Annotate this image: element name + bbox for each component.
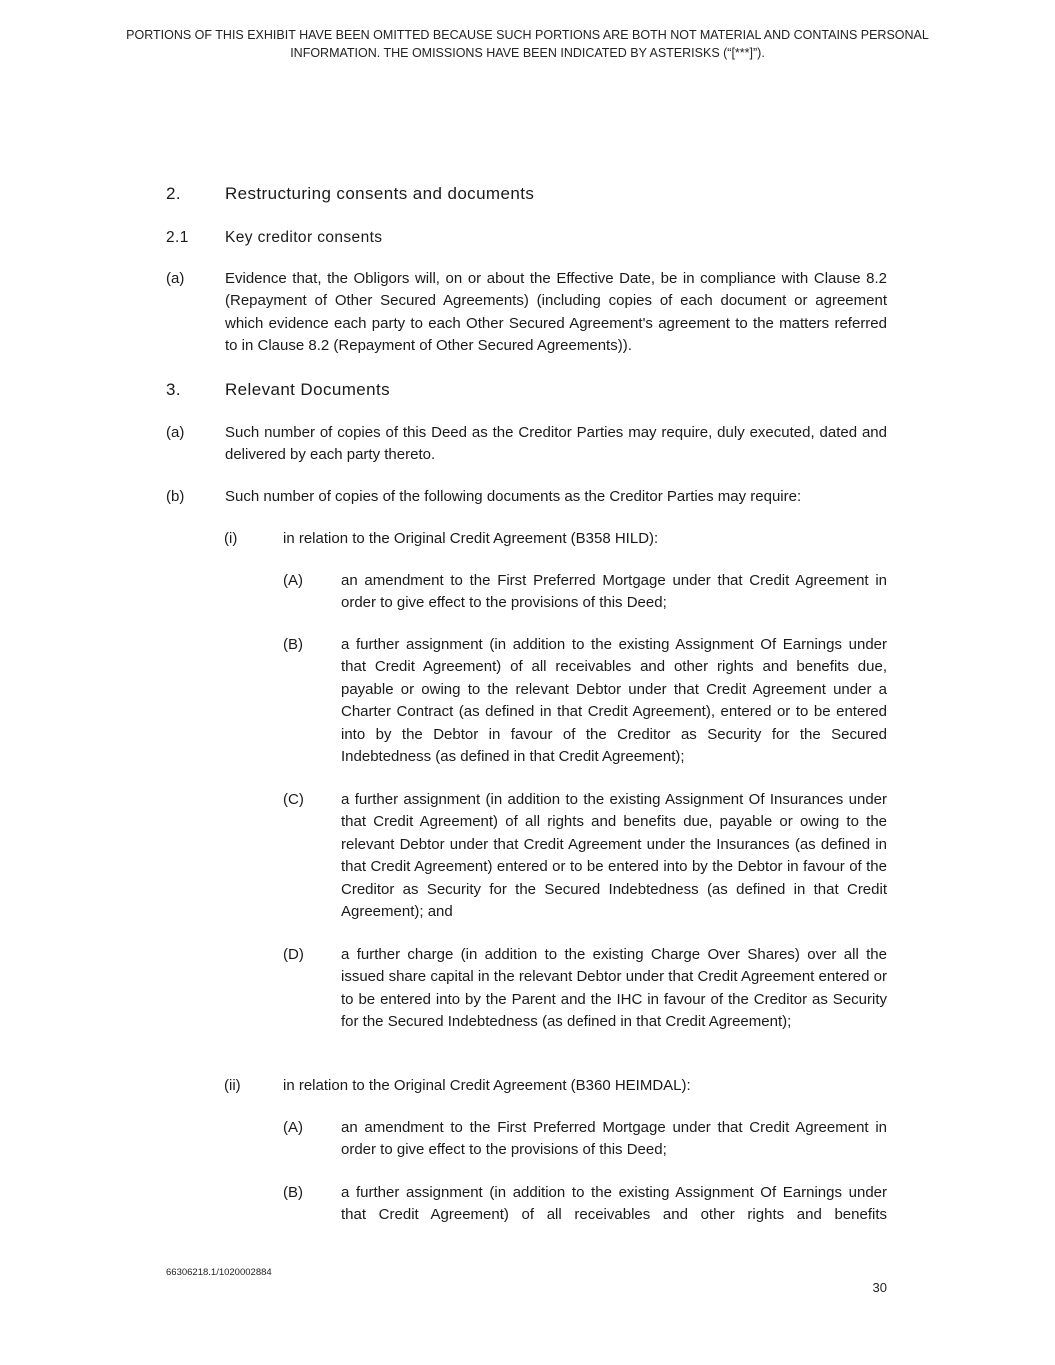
subsection-title: Key creditor consents bbox=[225, 229, 383, 246]
subitem-label: (B) bbox=[283, 1184, 303, 1201]
subitem-label: (D) bbox=[283, 946, 304, 963]
document-reference: 66306218.1/1020002884 bbox=[166, 1267, 272, 1278]
item-label: (ii) bbox=[224, 1077, 241, 1094]
item-text: in relation to the Original Credit Agreement (B358 HILD): bbox=[283, 530, 659, 547]
paragraph-label: (a) bbox=[166, 424, 185, 441]
section-title: Relevant Documents bbox=[225, 380, 390, 399]
subitem-label: (C) bbox=[283, 791, 304, 808]
subitem-text: a further assignment (in addition to the existing Assignment Of Earnings under that Credit Agreement) of all receivables and other rights and benefits due, payable or owing to the relevant Debtor under that Credit Agreement under a Charter Contract (as defined in that Credit Agreement), entered or to be entered into by the Debtor in favour of the Creditor as Security for the Secured Indebtedness (as defined in that Credit Agreement); bbox=[341, 636, 887, 766]
section-title: Restructuring consents and documents bbox=[225, 184, 535, 203]
section-number: 2. bbox=[166, 184, 181, 203]
paragraph-text: Such number of copies of the following documents as the Creditor Parties may require: bbox=[225, 488, 802, 505]
subitem-text: a further charge (in addition to the existing Charge Over Shares) over all the issued share capital in the relevant Debtor under that Credit Agreement entered or to be entered into by the Parent and the IHC in favour of the Creditor as Security for the Secured Indebtedness (as defined in that Credit Agreement); bbox=[341, 946, 887, 1031]
paragraph-label: (b) bbox=[166, 488, 185, 505]
paragraph-text: Evidence that, the Obligors will, on or about the Effective Date, be in compliance with Clause 8.2 (Repayment of Other Secured Agreements) (including copies of each document or agreement which evidence each party to each Other Secured Agreement's agreement to the matters referred to in Clause 8.2 (Repayment of Other Secured Agreements)). bbox=[225, 270, 887, 355]
subitem-text: a further assignment (in addition to the existing Assignment Of Insurances under that Credit Agreement) of all rights and benefits due, payable or owing to the relevant Debtor under that Credit Agreement under the Insurances (as defined in that Credit Agreement) entered or to be entered into by the Debtor in favour of the Creditor as Security for the Secured Indebtedness (as defined in that Credit Agreement); and bbox=[341, 791, 887, 921]
subitem-label: (A) bbox=[283, 1119, 303, 1136]
section-number: 3. bbox=[166, 380, 181, 399]
subsection-number: 2.1 bbox=[166, 229, 189, 246]
subitem-label: (B) bbox=[283, 636, 303, 653]
paragraph-label: (a) bbox=[166, 270, 185, 287]
item-text: in relation to the Original Credit Agreement (B360 HEIMDAL): bbox=[283, 1077, 691, 1094]
subitem-text: a further assignment (in addition to the existing Assignment Of Earnings under that Credit Agreement) of all receivables and other rights and benefits bbox=[341, 1184, 887, 1224]
omission-notice: PORTIONS OF THIS EXHIBIT HAVE BEEN OMITTED BECAUSE SUCH PORTIONS ARE BOTH NOT MATERIAL AND CONTAINS PERSONAL INFORMATION. THE OMISSIONS HAVE BEEN INDICATED BY ASTERISKS (“[***]”). bbox=[126, 28, 929, 60]
item-label: (i) bbox=[224, 530, 238, 547]
subitem-text: an amendment to the First Preferred Mortgage under that Credit Agreement in order to give effect to the provisions of this Deed; bbox=[341, 572, 887, 612]
page-number: 30 bbox=[872, 1280, 887, 1295]
paragraph-text: Such number of copies of this Deed as the Creditor Parties may require, duly executed, dated and delivered by each party thereto. bbox=[225, 424, 887, 464]
subitem-label: (A) bbox=[283, 572, 303, 589]
subitem-text: an amendment to the First Preferred Mortgage under that Credit Agreement in order to give effect to the provisions of this Deed; bbox=[341, 1119, 887, 1159]
